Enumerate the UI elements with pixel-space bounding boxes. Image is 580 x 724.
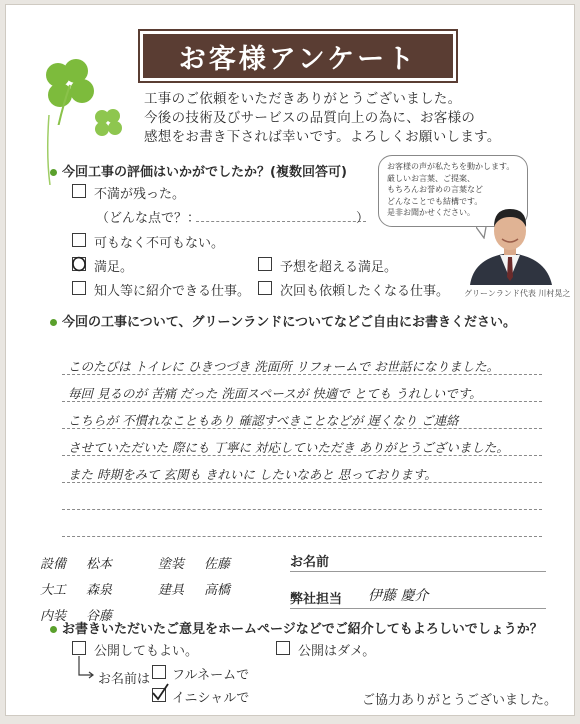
trade-label: 内装 [40, 609, 67, 624]
option-publish-label: 公開してもよい。 [94, 644, 199, 659]
staff-value: 伊藤 慶介 [368, 588, 429, 604]
checkbox-fullname[interactable] [152, 665, 166, 679]
handwritten-check-mark [150, 682, 170, 702]
bubble-line: お客様の声が私たちを動かします。 [387, 162, 515, 171]
option-initial-label: イニシャルで [172, 691, 250, 706]
what-point-input[interactable] [196, 221, 366, 222]
bullet-icon [50, 626, 57, 633]
trade-label: 大工 [40, 583, 67, 598]
option-no-publish-label: 公開はダメ。 [298, 644, 376, 659]
comment-text-line: させていただいた 際にも 丁寧に 対応していただき ありがとうございました。 [68, 440, 509, 455]
staff-label: 弊社担当 [290, 592, 343, 607]
trade-value: 谷藤 [86, 609, 113, 624]
branch-arrow-icon [76, 656, 100, 680]
trade-label: 設備 [40, 557, 67, 572]
comment-text-line: このたびは トイレに ひきつづき 洗面所 リフォームで お世話になりました。 [68, 359, 500, 374]
page-title: お客様アンケート [140, 31, 456, 81]
what-point-label: （どんな点で？： [96, 211, 201, 226]
name-is-label: お名前は [98, 672, 151, 687]
checkbox-publish[interactable] [72, 641, 86, 655]
name-input[interactable] [290, 571, 546, 572]
bullet-icon [50, 319, 57, 326]
clover-stem [44, 115, 48, 185]
checkbox-again[interactable] [258, 281, 272, 295]
bubble-line: もちろんお誉めの言葉など [387, 185, 483, 195]
q3-heading [50, 618, 543, 637]
q1-heading [50, 161, 347, 180]
q2-heading [50, 311, 516, 330]
staff-underline [290, 608, 546, 609]
option-beyond-label: 予想を超える満足。 [280, 260, 398, 275]
comment-line [62, 536, 542, 537]
close-paren: ） [356, 211, 370, 226]
trade-label: 建具 [158, 583, 185, 598]
q2-heading-text: 今回の工事について、グリーンランドについてなどご自由にお書きください。 [62, 315, 516, 330]
trade-value: 森泉 [86, 583, 113, 598]
name-label: お名前 [290, 555, 330, 570]
clover-small-icon [88, 105, 128, 145]
checkbox-dissatisfied[interactable] [72, 184, 86, 198]
intro-line-2: 今後の技術及びサービスの品質向上の為に、お客様の [144, 110, 476, 126]
ceo-portrait [464, 193, 556, 285]
bubble-line: 厳しいお言葉、ご提案、 [387, 173, 475, 183]
ceo-caption: グリーンランド代表 川村晃之 [464, 289, 571, 298]
handwritten-circle-mark [71, 255, 89, 273]
option-recommend-label: 知人等に紹介できる仕事。 [94, 284, 251, 299]
bubble-line: 是非お聞かせください。 [387, 208, 475, 218]
comment-text-line: 毎回 見るのが 苦痛 だった 洗面スペースが 快適で とても うれしいです。 [68, 386, 482, 401]
intro-line-1: 工事のご依頼をいただきありがとうございました。 [144, 91, 462, 107]
checkbox-neutral[interactable] [72, 233, 86, 247]
option-dissatisfied-label: 不満が残った。 [94, 187, 186, 202]
checkbox-recommend[interactable] [72, 281, 86, 295]
trade-label: 塗装 [158, 557, 185, 572]
option-fullname-label: フルネームで [172, 668, 250, 683]
comment-line [62, 509, 542, 510]
comment-text-line: こちらが 不慣れなこともあり 確認すべきことなどが 遅くなり ご連絡 [68, 413, 459, 428]
option-neutral-label: 可もなく不可もない。 [94, 236, 225, 251]
bubble-line: どんなことでも結構です。 [387, 196, 483, 206]
thanks-text: ご協力ありがとうございました。 [362, 693, 558, 708]
trade-value: 松本 [86, 557, 113, 572]
comment-text-line: また 時期をみて 玄関も きれいに したいなあと 思っております。 [68, 467, 437, 482]
q1-heading-text: 今回工事の評価はいかがでしたか？(複数回答可) [62, 165, 347, 180]
option-satisfied-label: 満足。 [94, 260, 134, 275]
trade-value: 佐藤 [204, 557, 231, 572]
bullet-icon [50, 169, 57, 176]
survey-sheet [5, 4, 575, 716]
option-again-label: 次回も依頼したくなる仕事。 [280, 284, 450, 299]
intro-line-3: 感想をお書き下されば幸いです。よろしくお願いします。 [144, 129, 501, 145]
q3-heading-text: お書きいただいたご意見をホームページなどでご紹介してもよろしいでしょうか？ [62, 622, 543, 637]
checkbox-beyond[interactable] [258, 257, 272, 271]
checkbox-no-publish[interactable] [276, 641, 290, 655]
trade-value: 高橋 [204, 583, 231, 598]
